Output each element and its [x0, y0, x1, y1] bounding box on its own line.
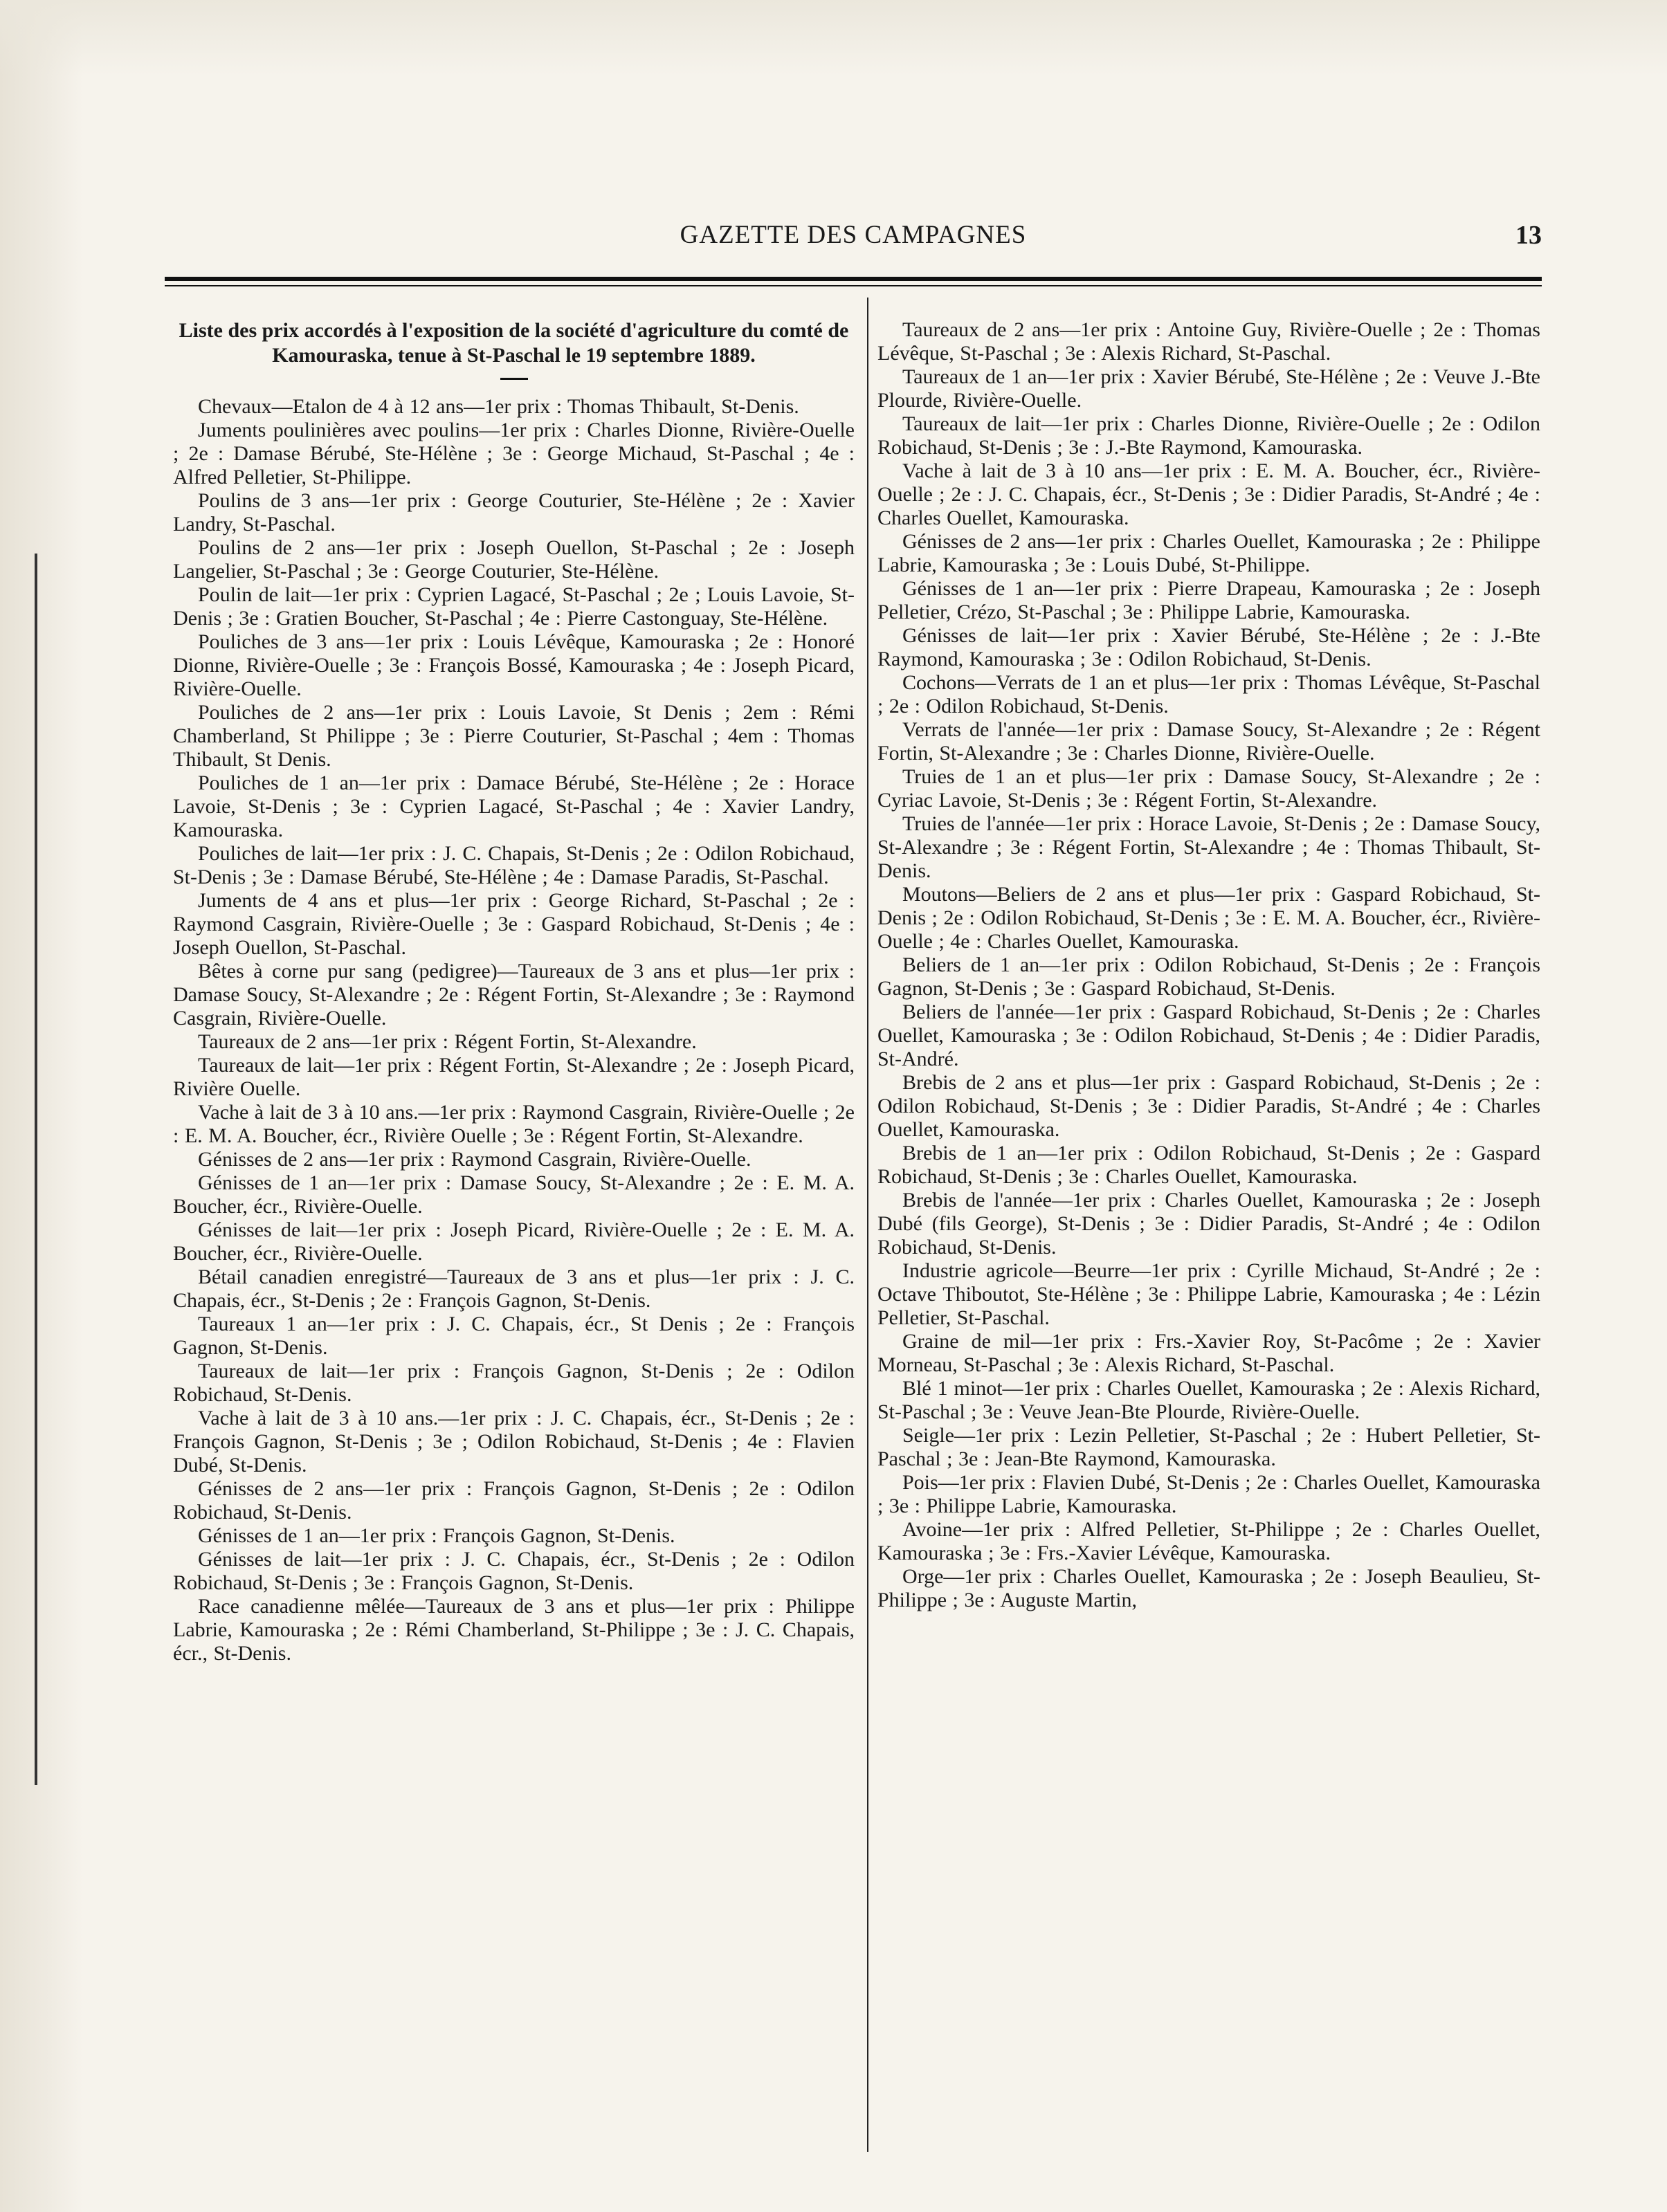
prize-entry: Génisses de 1 an—1er prix : Pierre Drapeau, Kamouraska ; 2e : Joseph Pelletier, Crézo, St-Paschal ; 3e : Philippe Labrie, Kamouraska. [877, 577, 1540, 623]
prize-entry: Taureaux 1 an—1er prix : J. C. Chapais, écr., St Denis ; 2e : François Gagnon, St-Denis. [173, 1313, 855, 1359]
title-dash [500, 378, 528, 380]
prize-entry: Vache à lait de 3 à 10 ans.—1er prix : Raymond Casgrain, Rivière-Ouelle ; 2e : E. M. A. Boucher, écr., Rivière Ouelle ; 3e : Régent Fortin, St-Alexandre. [173, 1101, 855, 1147]
prize-entry: Graine de mil—1er prix : Frs.-Xavier Roy, St-Pacôme ; 2e : Xavier Morneau, St-Paschal ; 3e : Alexis Richard, St-Paschal. [877, 1330, 1540, 1376]
prize-entry: Génisses de lait—1er prix : Joseph Picard, Rivière-Ouelle ; 2e : E. M. A. Boucher, écr., Rivière-Ouelle. [173, 1218, 855, 1265]
right-column [877, 318, 1540, 1612]
prize-entry: Beliers de l'année—1er prix : Gaspard Robichaud, St-Denis ; 2e : Charles Ouellet, Kamouraska ; 3e : Odilon Robichaud, St-Denis ; 4e : Didier Paradis, St-André. [877, 1000, 1540, 1070]
prize-entry: Orge—1er prix : Charles Ouellet, Kamouraska ; 2e : Joseph Beaulieu, St-Philippe ; 3e : Auguste Martin, [877, 1565, 1540, 1611]
prize-entry: Taureaux de lait—1er prix : Charles Dionne, Rivière-Ouelle ; 2e : Odilon Robichaud, St-Denis ; 3e : J.-Bte Raymond, Kamouraska. [877, 412, 1540, 459]
prize-entry: Vache à lait de 3 à 10 ans.—1er prix : J. C. Chapais, écr., St-Denis ; 2e : François Gagnon, St-Denis ; 3e ; Odilon Robichaud, St-Denis ; 4e : Flavien Dubé, St-Denis. [173, 1407, 855, 1477]
prize-entry: Taureaux de lait—1er prix : François Gagnon, St-Denis ; 2e : Odilon Robichaud, St-Denis. [173, 1360, 855, 1406]
prize-entry: Génisses de lait—1er prix : J. C. Chapais, écr., St-Denis ; 2e : Odilon Robichaud, St-Denis ; 3e : François Gagnon, St-Denis. [173, 1548, 855, 1594]
left-entries [173, 395, 855, 1665]
prize-entry: Brebis de 1 an—1er prix : Odilon Robichaud, St-Denis ; 2e : Gaspard Robichaud, St-Denis ; 3e : Charles Ouellet, Kamouraska. [877, 1142, 1540, 1188]
right-entries [877, 318, 1540, 1612]
prize-entry: Vache à lait de 3 à 10 ans—1er prix : E. M. A. Boucher, écr., Rivière-Ouelle ; 2e : J. C. Chapais, écr., St-Denis ; 3e : Didier Paradis, St-André ; 4e : Charles Ouellet, Kamouraska. [877, 459, 1540, 529]
prize-entry: Taureaux de 2 ans—1er prix : Antoine Guy, Rivière-Ouelle ; 2e : Thomas Lévêque, St-Paschal ; 3e : Alexis Richard, St-Paschal. [877, 318, 1540, 365]
prize-entry: Truies de 1 an et plus—1er prix : Damase Soucy, St-Alexandre ; 2e : Cyriac Lavoie, St-Denis ; 3e : Régent Fortin, St-Alexandre. [877, 765, 1540, 812]
prize-entry: Brebis de 2 ans et plus—1er prix : Gaspard Robichaud, St-Denis ; 2e : Odilon Robichaud, St-Denis ; 3e : Didier Paradis, St-André ; 4e : Charles Ouellet, Kamouraska. [877, 1071, 1540, 1141]
prize-entry: Juments de 4 ans et plus—1er prix : George Richard, St-Paschal ; 2e : Raymond Casgrain, Rivière-Ouelle ; 3e : Gaspard Robichaud, St-Denis ; 4e : Joseph Ouellon, St-Paschal. [173, 889, 855, 959]
prize-entry: Seigle—1er prix : Lezin Pelletier, St-Paschal ; 2e : Hubert Pelletier, St-Paschal ; 3e : Jean-Bte Raymond, Kamouraska. [877, 1424, 1540, 1470]
prize-entry: Industrie agricole—Beurre—1er prix : Cyrille Michaud, St-André ; 2e : Octave Thiboutot, Ste-Hélène ; 3e : Philippe Labrie, Kamouraska ; 4e : Lézin Pelletier, St-Paschal. [877, 1259, 1540, 1329]
page-header [165, 220, 1542, 262]
scan-top-margin [0, 0, 1667, 76]
left-column [173, 318, 855, 1665]
prize-entry: Taureaux de 2 ans—1er prix : Régent Fortin, St-Alexandre. [198, 1030, 697, 1053]
running-title: GAZETTE DES CAMPAGNES [680, 221, 1027, 249]
prize-entry: Poulins de 2 ans—1er prix : Joseph Ouellon, St-Paschal ; 2e : Joseph Langelier, St-Paschal ; 3e : George Couturier, Ste-Hélène. [173, 536, 855, 583]
prize-entry: Moutons—Beliers de 2 ans et plus—1er prix : Gaspard Robichaud, St-Denis ; 2e : Odilon Robichaud, St-Denis ; 3e : E. M. A. Boucher, écr., Rivière-Ouelle ; 4e : Charles Ouellet, Kamouraska. [877, 883, 1540, 953]
prize-entry: Génisses de lait—1er prix : Xavier Bérubé, Ste-Hélène ; 2e : J.-Bte Raymond, Kamouraska ; 3e : Odilon Robichaud, St-Denis. [877, 624, 1540, 670]
prize-entry: Génisses de 2 ans—1er prix : Charles Ouellet, Kamouraska ; 2e : Philippe Labrie, Kamouraska ; 3e : Louis Dubé, St-Philippe. [877, 530, 1540, 576]
prize-entry: Brebis de l'année—1er prix : Charles Ouellet, Kamouraska ; 2e : Joseph Dubé (fils George), St-Denis ; 3e : Didier Paradis, St-André ; 4e : Odilon Robichaud, St-Denis. [877, 1189, 1540, 1259]
prize-entry: Bêtes à corne pur sang (pedigree)—Taureaux de 3 ans et plus—1er prix : Damase Soucy, St-Alexandre ; 2e : Régent Fortin, St-Alexandre ; 3e : Raymond Casgrain, Rivière-Ouelle. [173, 960, 855, 1030]
prize-entry: Pois—1er prix : Flavien Dubé, St-Denis ; 2e : Charles Ouellet, Kamouraska ; 3e : Philippe Labrie, Kamouraska. [877, 1471, 1540, 1517]
prize-entry: Beliers de 1 an—1er prix : Odilon Robichaud, St-Denis ; 2e : François Gagnon, St-Denis ; 3e : Gaspard Robichaud, St-Denis. [877, 953, 1540, 1000]
column-divider [867, 298, 868, 2152]
prize-entry: Poulin de lait—1er prix : Cyprien Lagacé, St-Paschal ; 2e ; Louis Lavoie, St-Denis ; 3e : Gratien Boucher, St-Paschal ; 4e : Pierre Castonguay, Ste-Hélène. [173, 583, 855, 630]
prize-entry: Chevaux—Etalon de 4 à 12 ans—1er prix : Thomas Thibault, St-Denis. [198, 395, 799, 418]
prize-entry: Génisses de 2 ans—1er prix : François Gagnon, St-Denis ; 2e : Odilon Robichaud, St-Denis. [173, 1477, 855, 1524]
prize-entry: Blé 1 minot—1er prix : Charles Ouellet, Kamouraska ; 2e : Alexis Richard, St-Paschal ; 3e : Veuve Jean-Bte Plourde, Rivière-Ouelle. [877, 1377, 1540, 1423]
prize-entry: Génisses de 1 an—1er prix : François Gagnon, St-Denis. [198, 1524, 675, 1547]
prize-entry: Race canadienne mêlée—Taureaux de 3 ans et plus—1er prix : Philippe Labrie, Kamouraska ; 2e : Rémi Chamberland, St-Philippe ; 3e : J. C. Chapais, écr., St-Denis. [173, 1595, 855, 1665]
prize-entry: Bétail canadien enregistré—Taureaux de 3 ans et plus—1er prix : J. C. Chapais, écr., St-Denis ; 2e : François Gagnon, St-Denis. [173, 1265, 855, 1312]
prize-entry: Pouliches de 3 ans—1er prix : Louis Lévêque, Kamouraska ; 2e : Honoré Dionne, Rivière-Ouelle ; 3e : François Bossé, Kamouraska ; 4e : Joseph Picard, Rivière-Ouelle. [173, 630, 855, 700]
binding-marks [28, 554, 48, 1799]
article-title: Liste des prix accordés à l'exposition de la société d'agriculture du comté de Kamouraska, tenue à St-Paschal le 19 septembre 1889. [179, 319, 849, 367]
prize-entry: Verrats de l'année—1er prix : Damase Soucy, St-Alexandre ; 2e : Régent Fortin, St-Alexandre ; 3e : Charles Dionne, Rivière-Ouelle. [877, 718, 1540, 765]
prize-entry: Génisses de 2 ans—1er prix : Raymond Casgrain, Rivière-Ouelle. [198, 1148, 751, 1171]
page-number: 13 [1515, 221, 1542, 250]
prize-entry: Taureaux de lait—1er prix : Régent Fortin, St-Alexandre ; 2e : Joseph Picard, Rivière Ouelle. [173, 1054, 855, 1100]
prize-entry: Truies de l'année—1er prix : Horace Lavoie, St-Denis ; 2e : Damase Soucy, St-Alexandre ; 3e : Régent Fortin, St-Alexandre ; 4e : Thomas Thibault, St-Denis. [877, 812, 1540, 882]
prize-entry: Pouliches de 2 ans—1er prix : Louis Lavoie, St Denis ; 2em : Rémi Chamberland, St Philippe ; 3e : Pierre Couturier, St-Paschal ; 4em : Thomas Thibault, St Denis. [173, 701, 855, 771]
prize-entry: Taureaux de 1 an—1er prix : Xavier Bérubé, Ste-Hélène ; 2e : Veuve J.-Bte Plourde, Rivière-Ouelle. [877, 365, 1540, 412]
prize-entry: Pouliches de 1 an—1er prix : Damace Bérubé, Ste-Hélène ; 2e : Horace Lavoie, St-Denis ; 3e : Cyprien Lagacé, St-Paschal ; 4e : Xavier Landry, Kamouraska. [173, 771, 855, 841]
prize-entry: Pouliches de lait—1er prix : J. C. Chapais, St-Denis ; 2e : Odilon Robichaud, St-Denis ; 3e : Damase Bérubé, Ste-Hélène ; 4e : Damase Paradis, St-Paschal. [173, 842, 855, 888]
prize-entry: Génisses de 1 an—1er prix : Damase Soucy, St-Alexandre ; 2e : E. M. A. Boucher, écr., Rivière-Ouelle. [173, 1171, 855, 1218]
prize-entry: Juments poulinières avec poulins—1er prix : Charles Dionne, Rivière-Ouelle ; 2e : Damase Bérubé, Ste-Hélène ; 3e : George Michaud, St-Paschal ; 4e : Alfred Pelletier, St-Philippe. [173, 419, 855, 488]
header-rule-thick [165, 277, 1542, 281]
prize-entry: Avoine—1er prix : Alfred Pelletier, St-Philippe ; 2e : Charles Ouellet, Kamouraska ; 3e : Frs.-Xavier Lévêque, Kamouraska. [877, 1518, 1540, 1564]
header-rule-thin [165, 285, 1542, 286]
prize-entry: Poulins de 3 ans—1er prix : George Couturier, Ste-Hélène ; 2e : Xavier Landry, St-Paschal. [173, 489, 855, 536]
prize-entry: Cochons—Verrats de 1 an et plus—1er prix : Thomas Lévêque, St-Paschal ; 2e : Odilon Robichaud, St-Denis. [877, 671, 1540, 717]
